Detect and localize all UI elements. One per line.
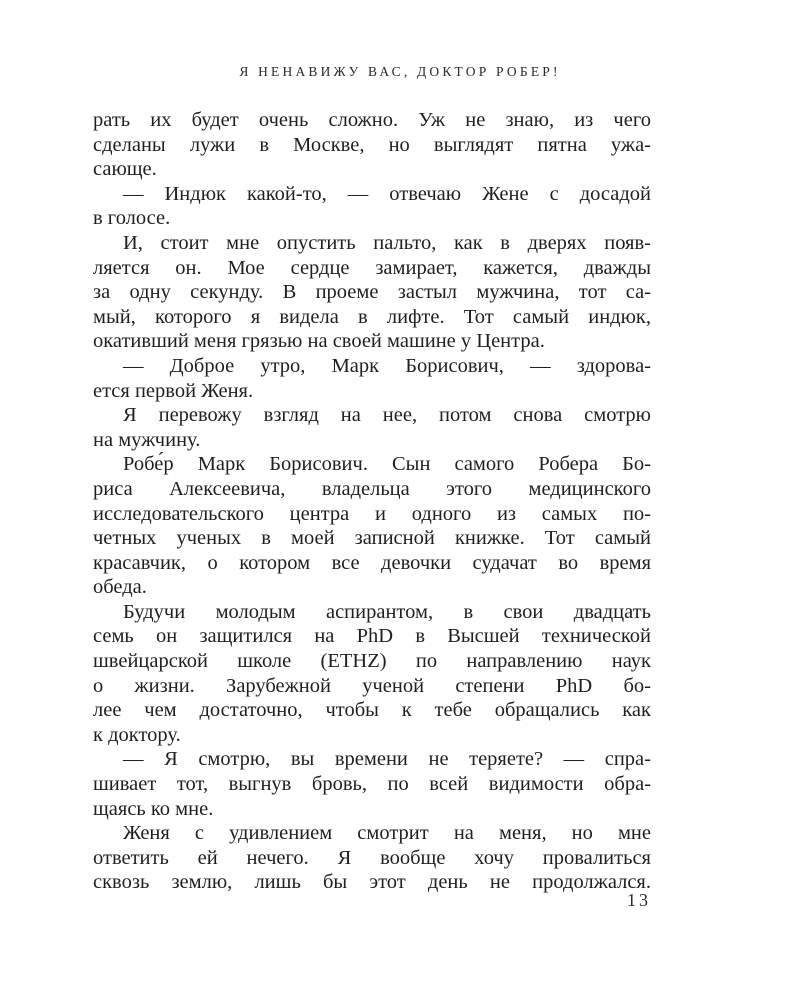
text-line: сделаны лужи в Москве, но выглядят пятна ужа- (93, 133, 651, 156)
text-line: ется первой Женя. (93, 379, 254, 402)
body-text (93, 108, 651, 895)
text-line: о жизни. Зарубежной ученой степени PhD бо- (93, 674, 651, 697)
text-line: — Индюк какой-то, — отвечаю Жене с досадой (123, 182, 651, 205)
text-line: И, стоит мне опустить пальто, как в дверях появ- (123, 231, 651, 254)
text-line: за одну секунду. В проеме застыл мужчина, тот са- (93, 281, 651, 304)
text-line: рать их будет очень сложно. Уж не знаю, из чего (93, 109, 651, 131)
text-line: — Доброе утро, Марк Борисович, — здорова- (123, 354, 651, 377)
text-line: — Я смотрю, вы времени не теряете? — спра- (123, 748, 651, 771)
text-line: исследовательского центра и одного из самых по- (93, 502, 651, 525)
text-line: щаясь ко мне. (93, 797, 214, 820)
text-line: сающе. (93, 158, 157, 181)
text-line: ляется он. Мое сердце замирает, кажется, дважды (93, 256, 651, 279)
text-line: семь он защитился на PhD в Высшей технической (93, 625, 651, 648)
running-title: Я НЕНАВИЖУ ВАС, ДОКТОР РОБЕР! (239, 64, 561, 79)
text-line: четных ученых в моей записной книжке. Тот самый (93, 527, 651, 550)
text-line: лее чем достаточно, чтобы к тебе обращались как (93, 699, 651, 722)
text-line: Женя с удивлением смотрит на меня, но мне (123, 822, 651, 845)
text-line: шивает тот, выгнув бровь, по всей видимости обра- (93, 773, 651, 796)
text-line: риса Алексеевича, владельца этого медицинского (93, 477, 651, 500)
text-line: Робе́р Марк Борисович. Сын самого Робера Бо- (123, 453, 651, 476)
text-line: ответить ей нечего. Я вообще хочу провалиться (93, 846, 651, 869)
text-line: к доктору. (93, 723, 181, 746)
text-line: Будучи молодым аспирантом, в свои двадцать (123, 600, 651, 623)
text-line: красавчик, о котором все девочки судачат во время (93, 551, 651, 574)
text-line: окативший меня грязью на своей машине у Центра. (93, 330, 545, 353)
text-line: обеда. (93, 576, 147, 599)
text-line: швейцарской школе (ETHZ) по направлению наук (93, 650, 651, 673)
text-line: мый, которого я видела в лифте. Тот самый индюк, (93, 305, 651, 328)
text-line: на мужчину. (93, 428, 201, 451)
text-line: в голосе. (93, 207, 171, 230)
page-number: 13 (627, 890, 651, 910)
text-line: Я перевожу взгляд на нее, потом снова смотрю (123, 404, 651, 427)
text-line: сквозь землю, лишь бы этот день не продолжался. (93, 871, 651, 894)
